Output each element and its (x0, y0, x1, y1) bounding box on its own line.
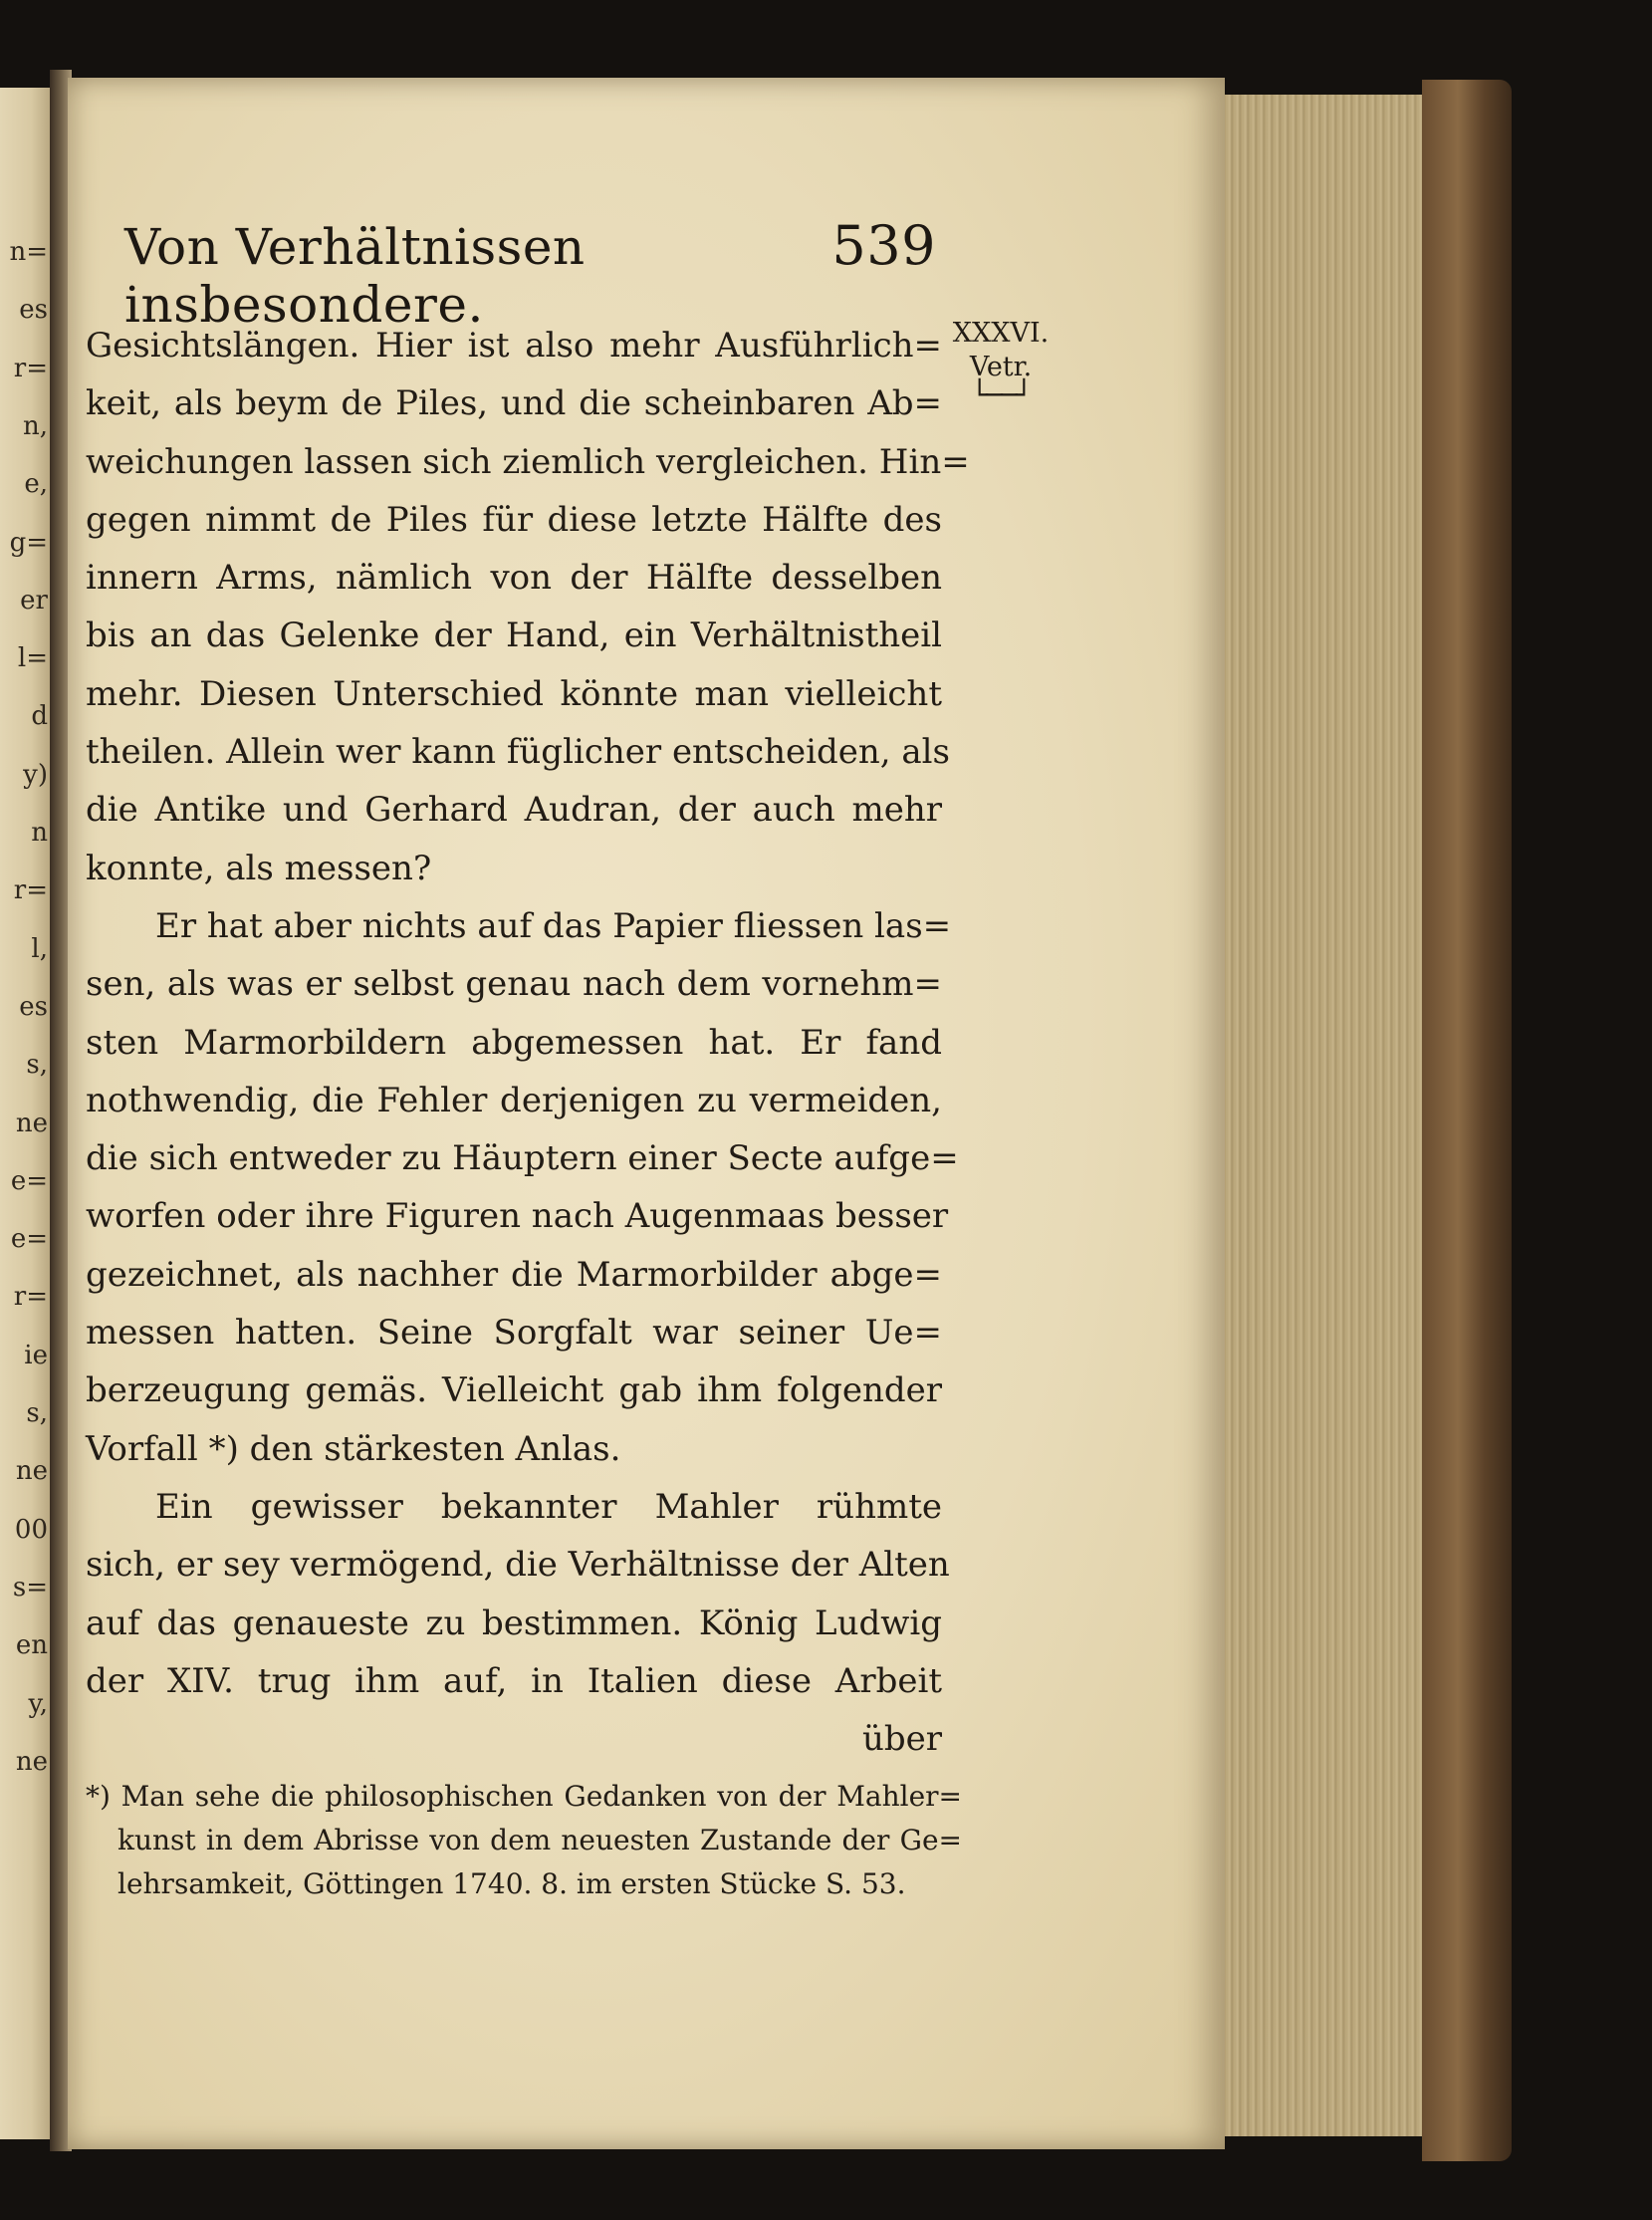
body-line: der XIV. trug ihm auf, in Italien diese Arbeit (86, 1660, 942, 1701)
body-line: Gesichtslängen. Hier ist also mehr Ausführlich= (86, 326, 942, 366)
left-page-fragment: y) (23, 759, 48, 790)
margin-note-number: XXXVI. (952, 318, 1050, 349)
body-line: gezeichnet, als nachher die Marmorbilder abge= (86, 1254, 942, 1295)
left-page-fragment: r= (13, 1282, 48, 1313)
left-page-fragment: es (19, 295, 48, 326)
left-page-fragment: n= (9, 237, 48, 267)
left-page-fragment: ie (24, 1340, 48, 1370)
left-page-fragment: s, (26, 1050, 48, 1081)
left-page-fragment: e, (24, 469, 48, 500)
body-line: innern Arms, nämlich von der Hälfte desselben (86, 558, 942, 599)
body-line: Vorfall *) den stärkesten Anlas. (86, 1428, 621, 1469)
body-line: sich, er sey vermögend, die Verhältnisse der Alten (86, 1545, 950, 1586)
body-line: auf das genaueste zu bestimmen. König Ludwig (86, 1603, 942, 1643)
body-text (86, 317, 970, 1768)
body-line: konnte, als messen? (86, 848, 432, 888)
body-line: sen, als was er selbst genau nach dem vornehm= (86, 964, 942, 1005)
left-page-fragment: s, (26, 1398, 48, 1428)
margin-note (951, 317, 1051, 411)
body-line: über (861, 1719, 942, 1760)
body-line: mehr. Diesen Unterschied könnte man vielleicht (86, 673, 942, 714)
page-number: 539 (831, 214, 936, 277)
left-page-fragment: n (31, 818, 48, 848)
left-page-fragment: r= (13, 875, 48, 906)
body-line: worfen oder ihre Figuren nach Augenmaas besser (86, 1196, 949, 1237)
left-page-fragment: l= (17, 643, 48, 674)
body-line: sten Marmorbildern abgemessen hat. Er fand (86, 1022, 942, 1063)
running-head (124, 214, 936, 334)
body-line: bis an das Gelenke der Hand, ein Verhältnistheil (86, 616, 942, 656)
body-line: gegen nimmt de Piles für diese letzte Hälfte des (86, 499, 942, 540)
page-fore-edge (1217, 95, 1430, 2136)
margin-bracket: └──┘ (971, 378, 1031, 411)
body-line: Ein gewisser bekannter Mahler rühmte (155, 1486, 942, 1527)
left-page-fragment: d (31, 701, 48, 732)
left-page-fragment: l, (31, 933, 48, 964)
margin-note-label: Vetr. (969, 352, 1033, 382)
footnote (86, 1775, 962, 1906)
left-page-fragment: en (15, 1630, 48, 1661)
footnote-line: lehrsamkeit, Göttingen 1740. 8. im ersten Stücke S. 53. (118, 1867, 906, 1900)
left-page-fragment: e= (10, 1224, 48, 1255)
body-line: die Antike und Gerhard Audran, der auch mehr (86, 790, 942, 831)
body-line: die sich entweder zu Häuptern einer Secte aufge= (86, 1138, 959, 1179)
body-line: weichungen lassen sich ziemlich vergleichen. Hin= (86, 441, 970, 482)
body-line: messen hatten. Seine Sorgfalt war seiner Ue= (86, 1313, 942, 1354)
body-line: Er hat aber nichts auf das Papier fliessen las= (155, 905, 952, 946)
body-line: berzeugung gemäs. Vielleicht gab ihm folgender (86, 1370, 942, 1411)
left-page-fragment: n, (22, 410, 48, 441)
left-page-fragment: es (19, 991, 48, 1022)
body-line: keit, als beym de Piles, und die scheinbaren Ab= (86, 383, 942, 424)
left-page-fragment: er (20, 585, 48, 616)
left-page-fragment: ne (15, 1746, 48, 1777)
left-page-fragment: s= (12, 1572, 48, 1603)
body-line: theilen. Allein wer kann füglicher entscheiden, als (86, 732, 950, 773)
footnote-line: kunst in dem Abrisse von dem neuesten Zustande der Ge= (118, 1824, 962, 1856)
left-page-fragment: e= (10, 1165, 48, 1196)
left-page-fragment: r= (13, 353, 48, 383)
footnote-line: *) Man sehe die philosophischen Gedanken von der Mahler= (86, 1780, 962, 1813)
book-cover-edge (1422, 80, 1512, 2161)
left-page-fragment: 00 (14, 1514, 48, 1545)
left-page-fragment: ne (15, 1456, 48, 1487)
left-page-fragment: y, (28, 1688, 48, 1719)
running-head-title: Von Verhältnissen insbesondere. (124, 218, 586, 334)
previous-page-edge (0, 88, 52, 2139)
left-page-fragment: g= (9, 527, 48, 558)
left-page-fragment: ne (15, 1108, 48, 1138)
body-line: nothwendig, die Fehler derjenigen zu vermeiden, (86, 1080, 942, 1120)
